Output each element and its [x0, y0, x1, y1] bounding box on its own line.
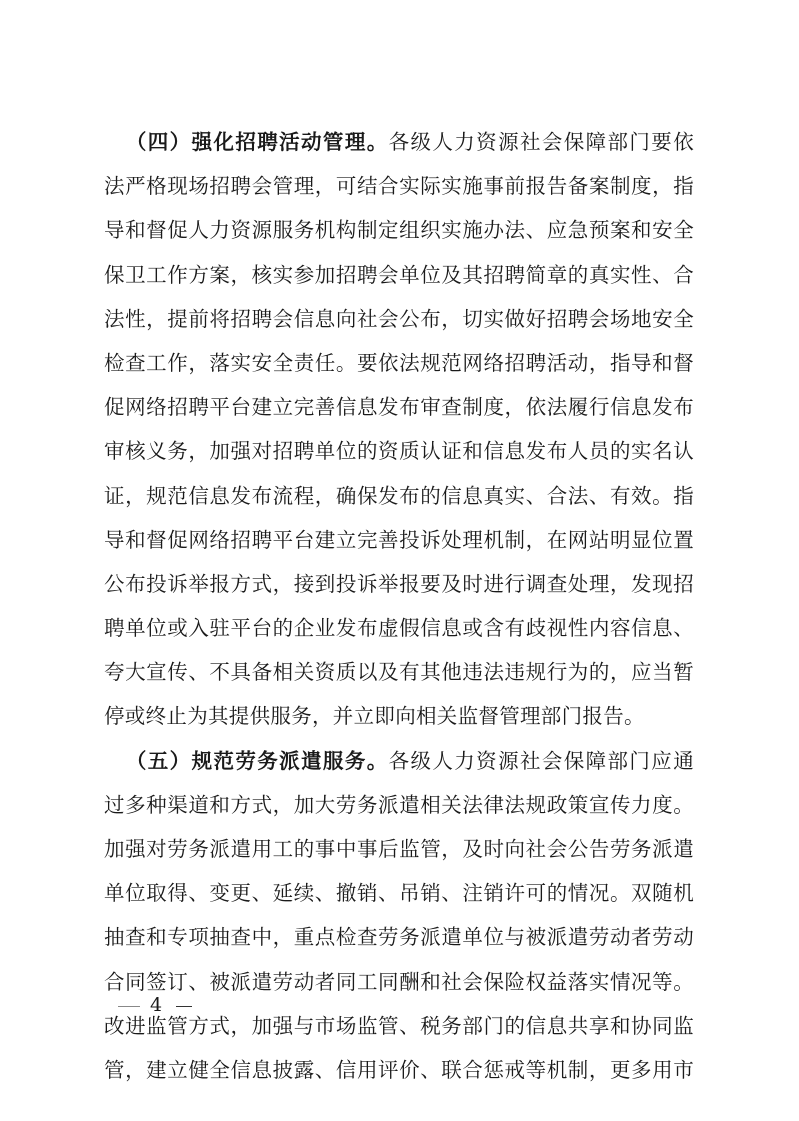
- paragraph-line: 管，建立健全信息披露、信用评价、联合惩戒等机制，更多用市: [104, 1057, 694, 1082]
- paragraph-line: 停或终止为其提供服务，并立即向相关监督管理部门报告。: [104, 704, 645, 729]
- paragraph-line: 公布投诉举报方式，接到投诉举报要及时进行调查处理，发现招: [104, 571, 694, 596]
- paragraph-line: 保卫工作方案，核实参加招聘会单位及其招聘简章的真实性、合: [104, 262, 694, 287]
- paragraph-line: 过多种渠道和方式，加大劳务派遣相关法律法规政策宣传力度。: [104, 792, 694, 817]
- footer-dash-right: [176, 1006, 192, 1007]
- section-heading: （五）规范劳务派遣服务。: [124, 748, 389, 773]
- paragraph-line: 合同签订、被派遣劳动者同工同酬和社会保险权益落实情况等。: [104, 969, 694, 994]
- body-text: [104, 120, 694, 1092]
- paragraph-line: 改进监管方式，加强与市场监管、税务部门的信息共享和协同监: [104, 1013, 694, 1038]
- paragraph-line: 夸大宣传、不具备相关资质以及有其他违法违规行为的，应当暂: [104, 660, 694, 685]
- paragraph-line: 导和督促人力资源服务机构制定组织实施办法、应急预案和安全: [104, 218, 694, 243]
- paragraph-line: 单位取得、变更、延续、撤销、吊销、注销许可的情况。双随机: [104, 881, 694, 906]
- paragraph-line: 促网络招聘平台建立完善信息发布审查制度，依法履行信息发布: [104, 395, 694, 420]
- paragraph-line: 法性，提前将招聘会信息向社会公布，切实做好招聘会场地安全: [104, 306, 694, 331]
- paragraph-line: 检查工作，落实安全责任。要依法规范网络招聘活动，指导和督: [104, 350, 694, 375]
- paragraph-line: 证，规范信息发布流程，确保发布的信息真实、合法、有效。指: [104, 483, 694, 508]
- paragraph-line: 加强对劳务派遣用工的事中事后监管，及时向社会公告劳务派遣: [104, 837, 694, 861]
- paragraph-line: （五）规范劳务派遣服务。各级人力资源社会保障部门应通: [124, 748, 694, 773]
- page-footer: [118, 993, 192, 1017]
- paragraph-line: 聘单位或入驻平台的企业发布虚假信息或含有歧视性内容信息、: [104, 616, 694, 641]
- footer-dash-left: [118, 1006, 140, 1007]
- paragraph-line: （四）强化招聘活动管理。各级人力资源社会保障部门要依: [124, 130, 694, 154]
- paragraph-line: 法严格现场招聘会管理，可结合实际实施事前报告备案制度，指: [104, 174, 694, 199]
- paragraph-line: 导和督促网络招聘平台建立完善投诉处理机制，在网站明显位置: [104, 527, 694, 552]
- paragraph-line: 审核义务，加强对招聘单位的资质认证和信息发布人员的实名认: [104, 439, 694, 464]
- section-heading: （四）强化招聘活动管理。: [124, 130, 389, 154]
- paragraph-line: 抽查和专项抽查中，重点检查劳务派遣单位与被派遣劳动者劳动: [104, 925, 694, 950]
- page-number: 4: [150, 994, 163, 1016]
